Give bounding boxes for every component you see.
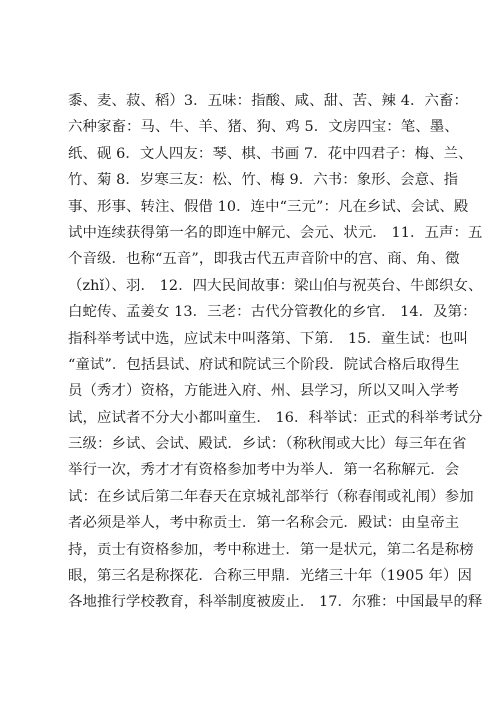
- text-line: 黍、麦、菽、稻）3．五味：指酸、咸、甜、苦、辣 4．六畜：: [68, 93, 468, 109]
- text-line: 指科举考试中选，应试未中叫落第、下第． 15．童生试：也叫: [68, 330, 468, 347]
- text-line: 事、形事、转注、假借 10．连中“三元”：凡在乡试、会试、殿: [68, 198, 469, 215]
- text-line: 者必须是举人，考中称贡士．第一名称会元．殿试：由皇帝主: [68, 515, 460, 532]
- text-line: 个音级．也称“五音”，即我古代五声音阶中的宫、商、角、徵: [68, 251, 460, 268]
- text-line: （zhǐ）、羽． 12．四大民间故事：梁山伯与祝英台、牛郎织女、: [68, 277, 483, 294]
- text-line: 举行一次，秀才才有资格参加考中为举人．第一名称解元．会: [68, 462, 460, 479]
- text-line: 眼，第三名是称探花．合称三甲鼎．光绪三十年（1905 年）因: [68, 568, 472, 585]
- text-line: “童试”．包括县试、府试和院试三个阶段．院试合格后取得生: [68, 356, 460, 373]
- text-line: 试：在乡试后第二年春天在京城礼部举行（称春闱或礼闱）参加: [68, 488, 474, 505]
- text-line: 三级：乡试、会试、殿试．乡试：（称秋闱或大比）每三年在省: [68, 436, 467, 453]
- text-line: 员（秀才）资格，方能进入府、州、县学习，所以又叫入学考: [68, 383, 460, 400]
- text-line: 白蛇传、孟姜女 13．三老：古代分管教化的乡官． 14．及第：: [68, 304, 477, 321]
- text-line: 试中连续获得第一名的即连中解元、会元、状元． 11．五声：五: [68, 224, 483, 241]
- text-line: 纸、砚 6．文人四友：琴、棋、书画 7．花中四君子：梅、兰、: [68, 145, 473, 162]
- text-line: 六种家畜：马、牛、羊、猪、狗、鸡 5．文房四宝：笔、墨、: [68, 119, 459, 136]
- text-line: 持，贡士有资格参加，考中称进士．第一是状元，第二名是称榜: [68, 541, 474, 558]
- text-line: 竹、菊 8．岁寒三友：松、竹、梅 9．六书：象形、会意、指: [68, 172, 459, 189]
- body-text: [68, 88, 483, 616]
- text-line: 各地推行学校教育，科举制度被废止． 17．尔雅：中国最早的释: [68, 594, 483, 611]
- text-line: 试，应试者不分大小都叫童生． 16．科举试：正式的科举考试分: [68, 409, 483, 426]
